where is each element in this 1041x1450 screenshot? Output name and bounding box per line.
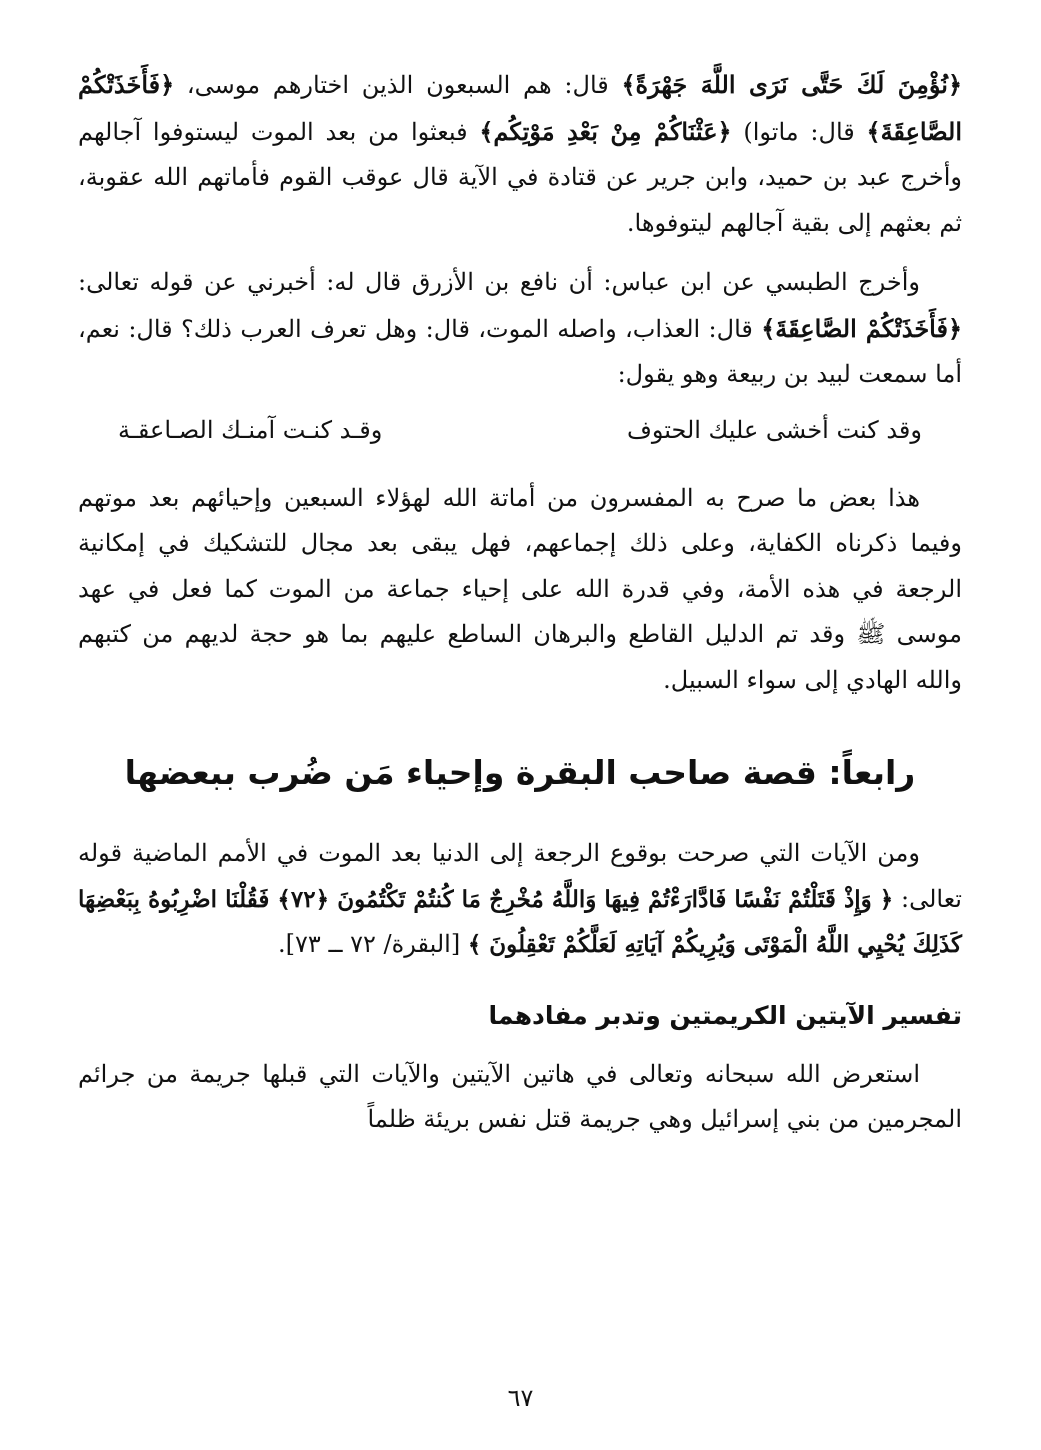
quote-close: ﴾ bbox=[479, 116, 494, 146]
quote-open: ﴿ bbox=[947, 313, 963, 343]
paragraph-text: قال: ماتوا) bbox=[731, 117, 867, 146]
paragraph-text: قال: العذاب، واصله الموت، قال: وهل تعرف العرب ذلك؟ قال: نعم، أما سمعت لبيد بن ربيعة وهو يقول: bbox=[78, 314, 962, 388]
paragraph-text: قال: هم السبعون الذين اختارهم موسى، bbox=[174, 71, 622, 99]
section-heading: رابعاً: قصة صاحب البقرة وإحياء مَن ضُرب ببعضها bbox=[124, 753, 916, 792]
paragraph-4 bbox=[78, 831, 962, 968]
paragraph-3: هذا بعض ما صرح به المفسرون من أماتة الله لهؤلاء السبعين وإحيائهم بعد موتهم وفيما ذكرناه الكفاية، وعلى ذلك إجماعهم، فهل يبقى بعد مجال للتشكيك في إمكانية الرجعة في هذه الأمة، وفي قدرة الله على إحياء جماعة من الموت كما فعل في عهد موسى ﷺ وقد تم الدليل القاطع والبرهان الساطع عليهم بما هو حجة لديهم من كتبهم والله الهادي إلى سواء السبيل. bbox=[78, 483, 962, 694]
quote-close: ﴾ bbox=[761, 313, 776, 343]
quote-close: ﴾ bbox=[866, 116, 881, 146]
paragraph-5: استعرض الله سبحانه وتعالى في هاتين الآيتين والآيات التي قبلها جريمة من جرائم المجرمين من بني إسرائيل وهي جريمة قتل نفس بريئة ظلماً bbox=[78, 1059, 962, 1133]
subheading: تفسير الآيتين الكريمتين وتدبر مفادهما bbox=[488, 1000, 962, 1030]
quote-open: ﴿ bbox=[717, 116, 732, 146]
quote-open: ﴿ bbox=[947, 70, 962, 99]
paragraph-1 bbox=[78, 62, 962, 246]
page-body bbox=[78, 62, 962, 1392]
verse-first-hemistich: وقد كنت أخشى عليك الحتوف bbox=[626, 415, 922, 444]
quote-close: ﴾ bbox=[621, 70, 636, 99]
quran-quote: نُؤْمِنَ لَكَ حَتَّى نَرَى اللَّهَ جَهْرَةً bbox=[635, 70, 948, 99]
quran-verses: ﴿ وَإِذْ قَتَلْتُمْ نَفْسًا فَادَّارَءْتُمْ فِيهَا وَاللَّهُ مُخْرِجٌ مَا كُنتُمْ تَكْتُمُونَ ﴿٧٢﴾ فَقُلْنَا اضْرِبُوهُ بِبَعْضِهَا كَذَلِكَ يُحْيِي اللَّهُ الْمَوْتَى وَيُرِيكُمْ آيَاتِهِ لَعَلَّكُمْ تَعْقِلُونَ ﴾ bbox=[78, 885, 962, 958]
quote-open: ﴿ bbox=[160, 70, 175, 99]
quran-quote: فَأَخَذَتْكُمْ الصَّاعِقَةَ bbox=[78, 70, 962, 146]
paragraph-text: ومن الآيات التي صرحت بوقوع الرجعة إلى الدنيا بعد الموت في الأمم الماضية قوله تعالى: bbox=[78, 839, 962, 913]
paragraph-text: فبعثوا من بعد الموت ليستوفوا آجالهم وأخرج عبد بن حميد، وابن جرير عن قتادة في الآية قال عوقب القوم فأماتهم الله عقوبة، ثم بعثهم إلى بقية آجالهم ليتوفوها. bbox=[78, 117, 962, 237]
page-number: ٦٧ bbox=[507, 1384, 534, 1412]
quran-quote: فَأَخَذَتْكُمْ الصَّاعِقَةَ bbox=[775, 313, 948, 343]
verse-second-hemistich: وقـد كنـت آمنـك الصـاعقـة bbox=[118, 415, 383, 444]
surah-reference: [البقرة/ ٧٢ ــ ٧٣]. bbox=[278, 930, 468, 958]
quran-quote: عَثْنَاكُمْ مِنْ بَعْدِ مَوْتِكُم bbox=[493, 116, 718, 146]
paragraph-text: وأخرج الطبسي عن ابن عباس: أن نافع بن الأزرق قال له: أخبرني عن قوله تعالى: bbox=[78, 268, 920, 296]
paragraph-2 bbox=[78, 260, 962, 398]
poetry-verse bbox=[78, 406, 962, 454]
